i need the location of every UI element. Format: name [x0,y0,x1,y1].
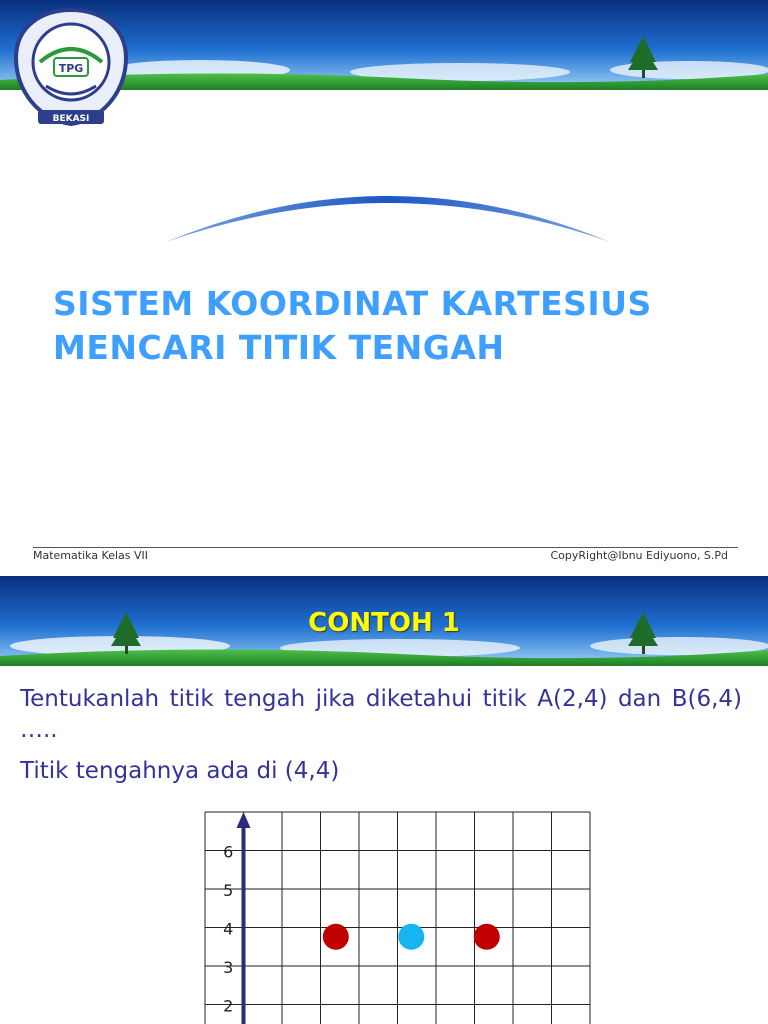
footer-subject: Matematika Kelas VII [33,549,149,562]
school-logo [10,6,132,128]
decorative-arc [160,170,616,250]
slide-heading: CONTOH 1 [308,608,460,638]
footer-copyright: CopyRight@Ibnu Ediyuono, S.Pd [550,549,728,562]
y-tick-label: 5 [223,881,234,900]
svg-text:BEKASI: BEKASI [52,114,90,124]
point-marker [323,924,349,950]
question-text: Tentukanlah titik tengah jika diketahui titik A(2,4) dan B(6,4) ….. [20,686,742,743]
title-line-2: MENCARI TITIK TENGAH [53,328,505,367]
slide-title [53,282,652,370]
y-axis-arrow [237,812,251,828]
footer-divider [33,547,738,548]
y-tick-label: 2 [223,996,234,1016]
svg-text:TPG: TPG [58,62,84,75]
midpoint-marker [398,924,424,950]
y-tick-label: 3 [223,958,234,977]
coordinate-grid [0,576,768,1024]
example-slide [0,576,768,1024]
answer-text: Titik tengahnya ada di (4,4) [20,758,340,784]
point-marker [474,924,500,950]
y-tick-label: 6 [223,842,234,862]
title-line-1: SISTEM KOORDINAT KARTESIUS [53,284,652,323]
y-tick-label: 4 [223,919,234,939]
